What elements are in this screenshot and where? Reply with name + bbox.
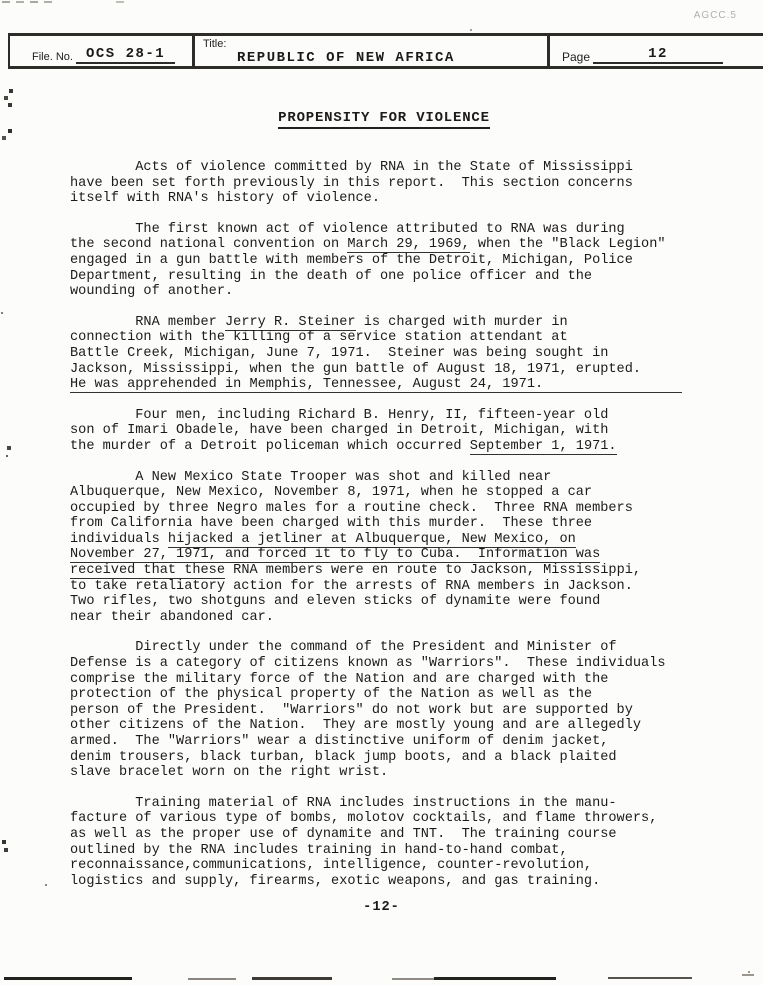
paragraph — [70, 640, 698, 780]
scan-bottom-line — [608, 977, 692, 979]
text-segment: itself with RNA's history of violence. — [70, 191, 380, 207]
text-segment: Defense is a category of citizens known as "Warriors". These individuals — [70, 656, 666, 672]
paragraph — [70, 160, 698, 207]
underlined-text: November 27, 1971, and forced it to fly to Cuba. Information was — [70, 547, 601, 563]
scan-bottom-line — [252, 977, 332, 980]
text-segment: Training material of RNA includes instructions in the manu- — [70, 795, 617, 811]
paragraph — [70, 796, 698, 890]
text-segment: RNA member — [70, 314, 225, 330]
text-segment: Department, resulting in the death of one police officer and the — [70, 268, 593, 284]
text-segment: Battle Creek, Michigan, June 7, 1971. Steiner was being sought in — [70, 345, 609, 361]
text-line — [70, 563, 698, 579]
text-line — [70, 672, 698, 688]
text-line — [70, 470, 698, 486]
scan-bottom-line — [4, 977, 132, 980]
text-segment: when the "Black Legion" — [469, 237, 666, 253]
paragraph — [70, 408, 698, 455]
text-line — [70, 610, 698, 626]
title-value: REPUBLIC OF NEW AFRICA — [237, 50, 455, 66]
text-line — [70, 594, 698, 610]
text-line — [70, 811, 698, 827]
text-segment: connection with the killing of a service station attendant at — [70, 330, 568, 346]
title-cell — [192, 36, 550, 66]
paragraph — [70, 470, 698, 626]
scan-top-dashes — [2, 1, 10, 3]
text-segment: engaged in a gun battle with members of the Detroit, Michigan, Police — [70, 252, 633, 268]
text-segment: Four men, including Richard B. Henry, II, fifteen-year old — [70, 407, 609, 423]
text-line — [70, 253, 698, 269]
text-line — [70, 703, 698, 719]
text-segment: RNA members were en route to Jackson, Mississippi, — [225, 563, 642, 579]
document-body — [70, 160, 698, 889]
text-line — [70, 874, 698, 890]
text-line — [70, 687, 698, 703]
title-label: Title: — [203, 38, 227, 50]
page-label: Page — [562, 50, 591, 64]
underlined-text: Jerry R. Steiner — [225, 314, 356, 330]
text-line — [70, 269, 698, 285]
text-segment: Two rifles, two shotguns and eleven sticks of dynamite were found — [70, 594, 601, 610]
underlined-text: He was apprehended in Memphis, Tennessee, August 24, 1971. — [70, 377, 544, 393]
text-line — [70, 191, 698, 207]
file-no-value: OCS 28-1 — [76, 47, 175, 64]
text-segment: person of the President. "Warriors" do not work but are supported by — [70, 702, 633, 718]
text-line — [70, 284, 698, 300]
file-no-label: File. No. — [32, 51, 73, 63]
text-line — [70, 237, 698, 253]
underlined-text: received that these — [70, 563, 225, 579]
underlined-text: March 29, 1969, — [347, 237, 470, 253]
text-segment: is charged with murder in — [355, 314, 568, 330]
text-line — [70, 423, 698, 439]
text-segment: Jackson, Mississippi, when the gun battle of August 18, 1971, erupted. — [70, 361, 642, 377]
paragraph — [70, 222, 698, 300]
paragraph — [70, 315, 698, 393]
text-segment: other citizens of the Nation. They are mostly young and are allegedly — [70, 718, 642, 734]
scan-bottom-line — [188, 978, 236, 980]
underlined-text: September 1, 1971. — [469, 438, 617, 454]
scan-bottom-line — [392, 978, 434, 980]
text-line — [70, 640, 698, 656]
text-segment: logistics and supply, firearms, exotic weapons, and gas training. — [70, 873, 601, 889]
section-heading: PROPENSITY FOR VIOLENCE — [278, 110, 490, 129]
text-segment: wounding of another. — [70, 284, 234, 300]
text-line — [70, 408, 698, 424]
text-segment: armed. The "Warriors" wear a distinctive uniform of denim jacket, — [70, 734, 609, 749]
text-line — [70, 222, 698, 238]
text-line — [70, 547, 698, 563]
scan-specks — [0, 0, 2, 2]
text-line — [70, 796, 698, 812]
text-line — [70, 858, 698, 874]
scan-bottom-line — [742, 974, 754, 976]
text-line — [70, 827, 698, 843]
text-line — [70, 160, 698, 176]
text-line — [70, 485, 698, 501]
text-line — [70, 362, 698, 378]
file-number-cell — [10, 36, 192, 66]
text-line — [70, 346, 698, 362]
text-line — [70, 532, 698, 548]
text-line — [70, 501, 698, 517]
text-segment: denim trousers, black turban, black jump boots, and a black plaited — [70, 749, 617, 765]
text-segment: Directly under the command of the President and Minister of — [70, 640, 617, 656]
document-content — [70, 110, 698, 889]
text-segment: to take retaliatory action for the arrests of RNA members in Jackson. — [70, 578, 633, 594]
text-segment: facture of various type of bombs, molotov cocktails, and flame throwers, — [70, 811, 658, 827]
text-line — [70, 656, 698, 672]
text-line — [70, 176, 698, 192]
text-segment: the murder of a Detroit policeman which occurred — [70, 438, 470, 454]
text-segment: slave bracelet worn on the right wrist. — [70, 765, 389, 781]
page-number-cell — [550, 36, 763, 66]
text-line — [70, 516, 698, 532]
text-line — [70, 439, 698, 455]
text-line — [70, 765, 698, 781]
text-segment: comprise the military force of the Nation and are charged with the — [70, 671, 609, 687]
text-segment: Acts of violence committed by RNA in the State of Mississippi — [70, 160, 633, 175]
text-segment: the second national convention on — [70, 237, 348, 253]
text-line — [70, 330, 698, 346]
page-value: 12 — [593, 47, 723, 64]
text-line — [70, 315, 698, 331]
text-segment: protection of the physical property of the Nation as well as the — [70, 687, 593, 703]
form-header — [8, 33, 763, 69]
text-segment: reconnaissance,communications, intelligence, counter-revolution, — [70, 858, 593, 874]
text-line — [70, 750, 698, 766]
text-segment: A New Mexico State Trooper was shot and killed near — [70, 469, 552, 485]
text-segment: The first known act of violence attributed to RNA was during — [70, 221, 625, 237]
text-segment: near their abandoned car. — [70, 609, 274, 625]
text-segment: Albuquerque, New Mexico, November 8, 1971, when he stopped a car — [70, 485, 593, 501]
scan-bottom-line — [434, 977, 556, 980]
text-segment: occupied by three Negro males for a routine check. Three RNA members — [70, 500, 633, 516]
text-segment: from California have been charged with this murder. These three — [70, 516, 593, 532]
text-segment: as well as the proper use of dynamite and TNT. The training course — [70, 826, 617, 842]
footer-page-number: -12- — [363, 900, 400, 915]
text-line — [70, 734, 698, 750]
text-segment: individuals — [70, 531, 168, 547]
text-line — [70, 377, 698, 393]
text-segment: outlined by the RNA includes training in hand-to-hand combat, — [70, 842, 568, 858]
text-line — [70, 718, 698, 734]
text-line — [70, 843, 698, 859]
text-segment: son of Imari Obadele, have been charged in Detroit, Michigan, with — [70, 423, 609, 439]
text-line — [70, 579, 698, 595]
text-segment: have been set forth previously in this report. This section concerns — [70, 175, 633, 191]
corner-stamp: AGCC.5 — [693, 10, 737, 21]
underlined-text — [543, 377, 682, 393]
underlined-text: hijacked a jetliner at Albuquerque, New Mexico, on — [167, 531, 576, 547]
